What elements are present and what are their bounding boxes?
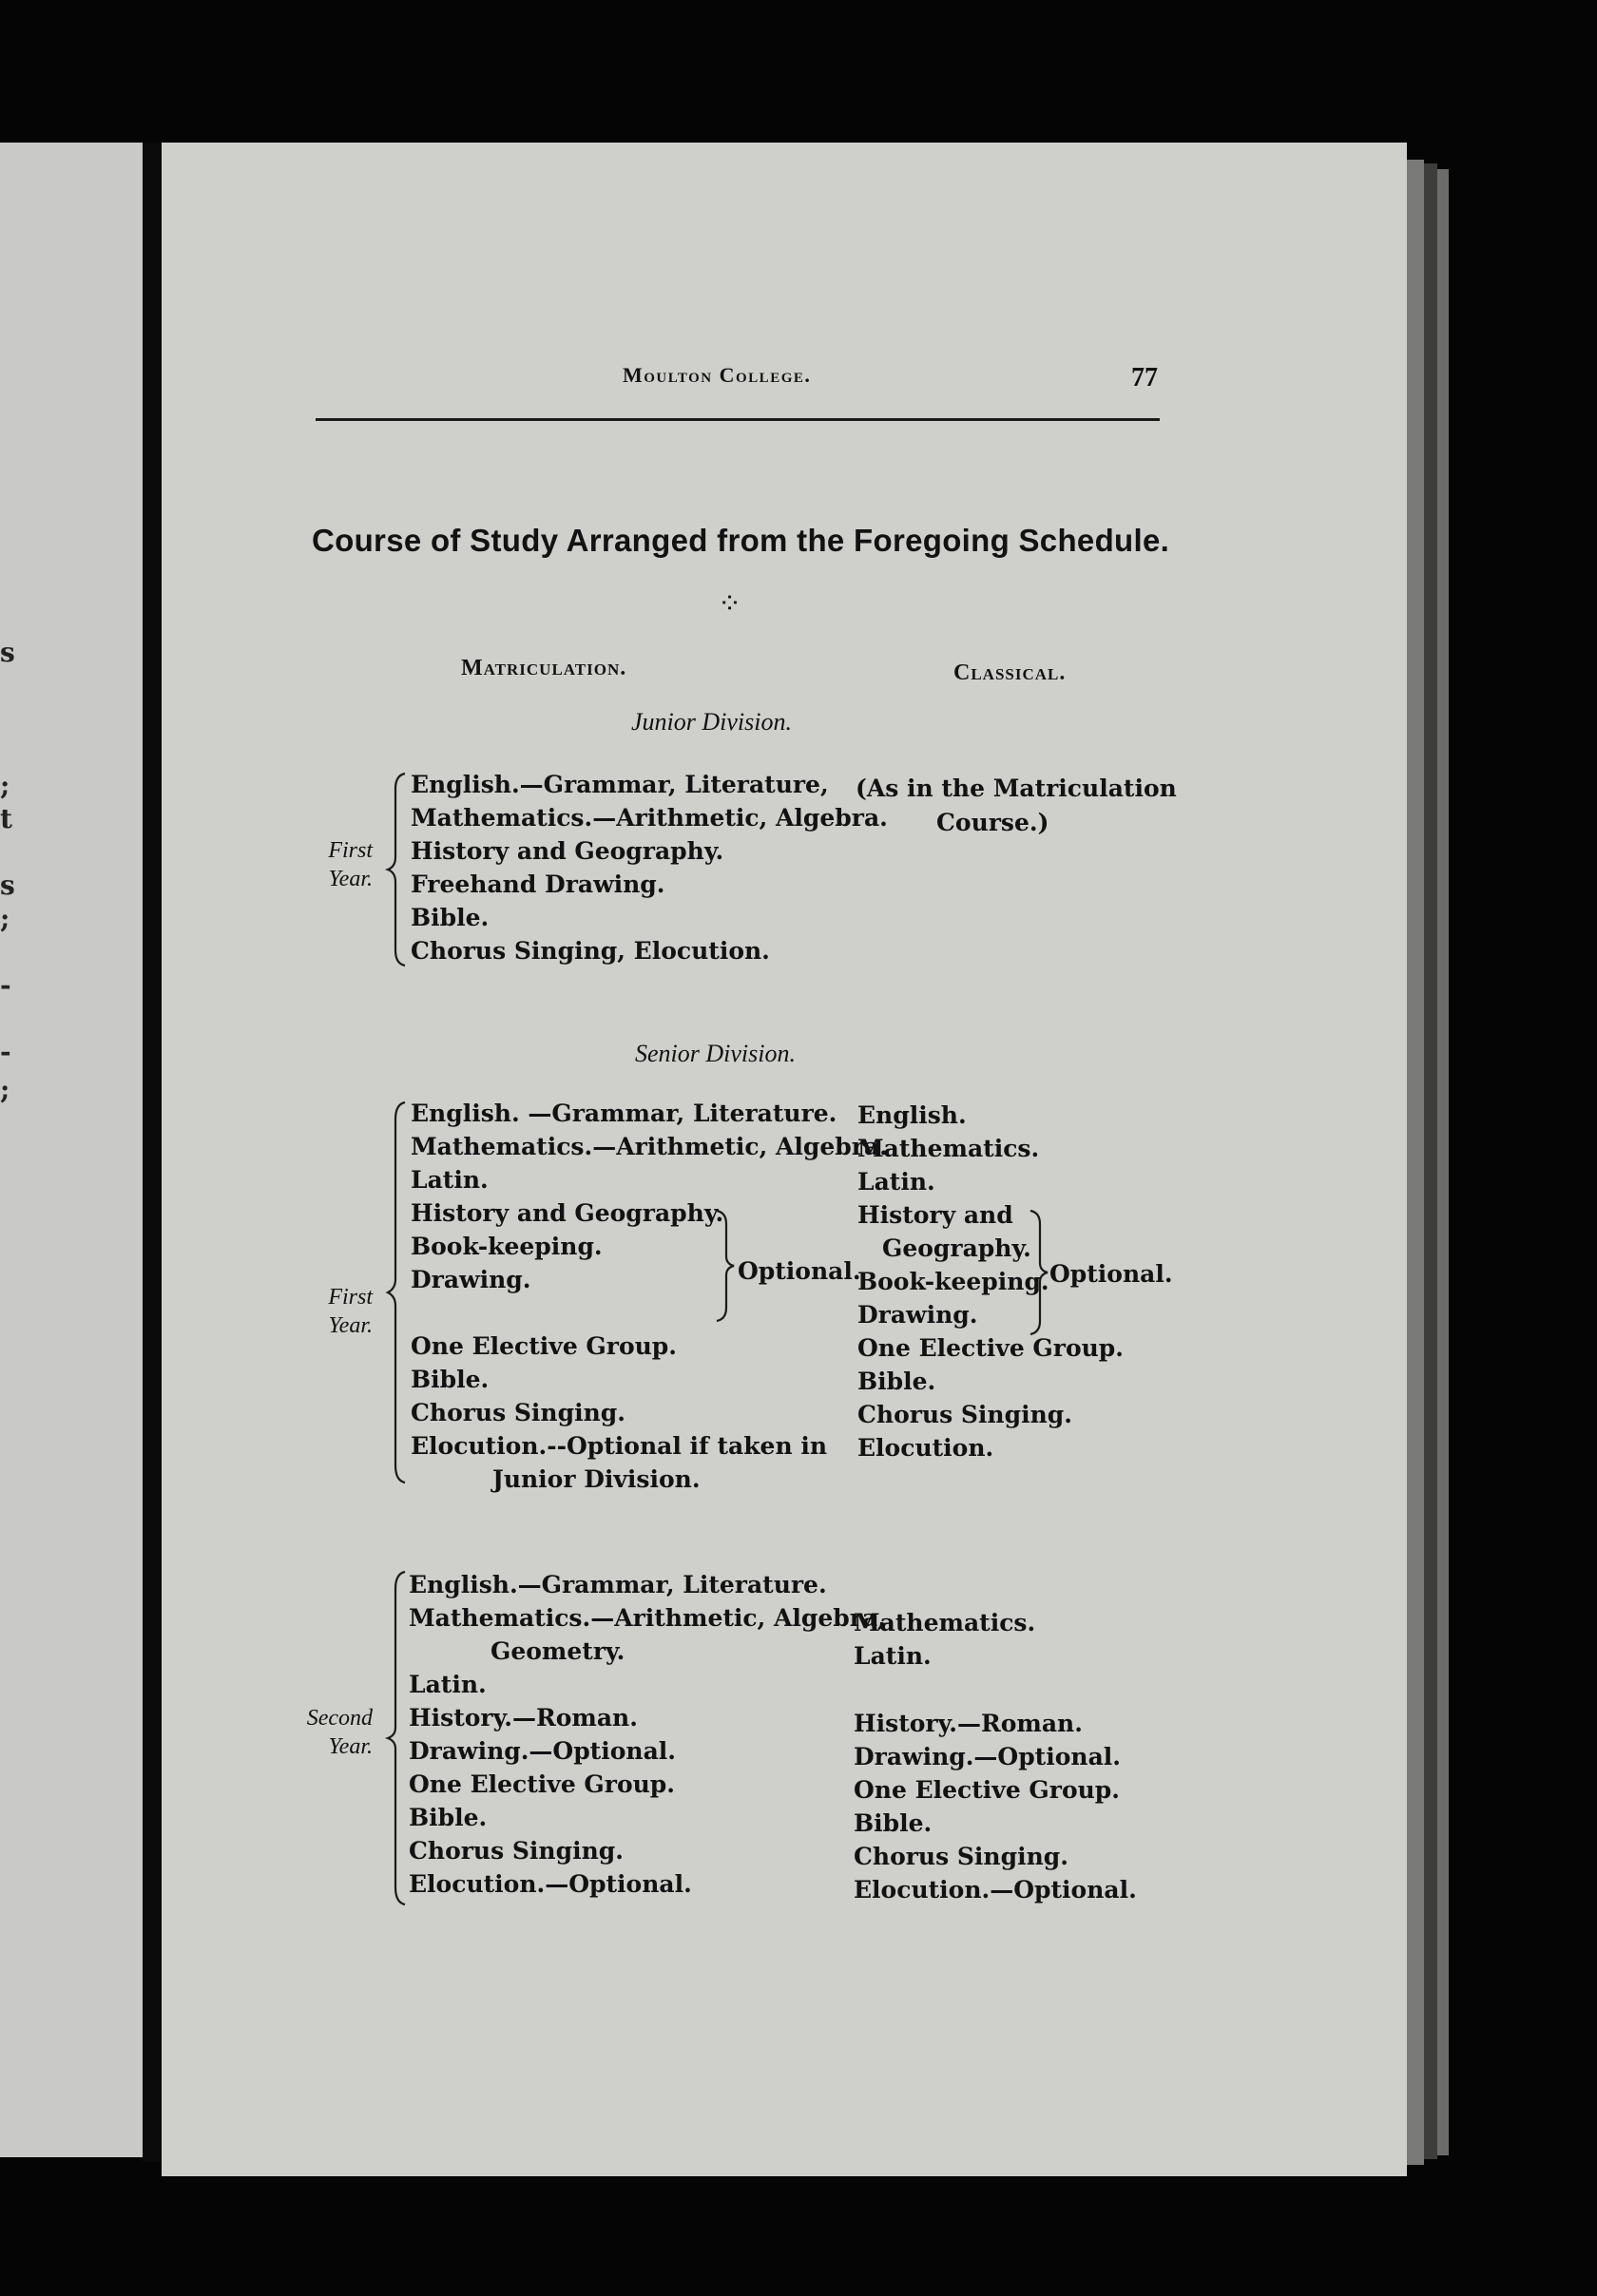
brace-icon [1029, 1209, 1051, 1336]
course-item: Latin. [411, 1166, 489, 1194]
year-label [314, 836, 373, 893]
column-heading-matriculation: Matriculation. [461, 656, 627, 680]
course-item: Elocution.—Optional. [409, 1870, 692, 1898]
page-edge [1437, 169, 1449, 2155]
course-item: Mathematics.—Arithmetic, Algebra, [409, 1604, 886, 1632]
course-item: Elocution. [857, 1434, 994, 1462]
senior-first-matriculation-list [411, 1097, 888, 1496]
course-item: Bible. [409, 1804, 488, 1831]
page-edge [1407, 160, 1424, 2165]
division-heading-junior: Junior Division. [631, 708, 792, 736]
course-item: History.—Roman. [854, 1710, 1083, 1737]
course-item: English.—Grammar, Literature. [409, 1571, 827, 1598]
course-item: Chorus Singing. [857, 1401, 1072, 1428]
column-heading-classical: Classical. [953, 660, 1067, 685]
margin-fragment: s [0, 637, 15, 668]
course-item: One Elective Group. [411, 1332, 677, 1360]
year-label-line: Year. [328, 867, 373, 891]
year-label-line: Year. [328, 1313, 373, 1338]
course-item: Freehand Drawing. [411, 871, 665, 898]
course-item: English.—Grammar, Literature, [411, 771, 829, 798]
course-item: Geography. [882, 1234, 1031, 1262]
course-item: Drawing. [411, 1266, 531, 1293]
junior-classical-note: Course.) [936, 809, 1049, 836]
course-item: Bible. [411, 904, 490, 931]
ornament: ⁘ [718, 587, 742, 621]
senior-second-classical-list-cont [854, 1707, 1137, 1906]
course-item: History and [857, 1201, 1013, 1229]
course-item: English. —Grammar, Literature. [411, 1100, 837, 1127]
junior-classical-note: (As in the Matriculation [856, 775, 1177, 802]
course-item: Latin. [857, 1168, 935, 1196]
brace-icon [384, 1100, 407, 1484]
year-label [314, 1283, 373, 1340]
left-facing-page [0, 143, 143, 2157]
course-item: Drawing.—Optional. [409, 1737, 676, 1765]
running-header: Moulton College. [623, 363, 812, 387]
margin-fragment: ; [0, 903, 10, 934]
margin-fragment: t [0, 803, 12, 834]
page-number: 77 [1131, 363, 1158, 392]
book-gutter [143, 143, 162, 2162]
brace-icon [715, 1209, 738, 1323]
course-item: History and Geography. [411, 1199, 724, 1227]
header-rule [316, 418, 1160, 421]
course-item: One Elective Group. [857, 1334, 1124, 1362]
year-label-line: Year. [328, 1734, 373, 1759]
course-item: Mathematics.—Arithmetic, Algebra. [411, 1133, 888, 1160]
course-item: Chorus Singing. [854, 1843, 1068, 1870]
course-item: Book-keeping. [411, 1233, 603, 1260]
senior-second-matriculation-list [409, 1568, 886, 1901]
course-item: History and Geography. [411, 837, 724, 865]
course-item: One Elective Group. [409, 1770, 675, 1798]
margin-fragment: - [0, 1036, 11, 1067]
spacer [411, 1296, 888, 1330]
course-item: History.—Roman. [409, 1704, 638, 1732]
course-item: Latin. [854, 1642, 932, 1670]
course-item: Mathematics. [857, 1135, 1040, 1162]
course-item: English. [857, 1101, 967, 1129]
course-item: Mathematics.—Arithmetic, Algebra. [411, 804, 888, 832]
course-item: Junior Division. [492, 1465, 701, 1493]
course-item: Drawing.—Optional. [854, 1743, 1121, 1770]
course-item: Latin. [409, 1671, 487, 1698]
brace-icon [384, 1570, 407, 1906]
optional-label: Optional. [1049, 1260, 1173, 1288]
junior-matriculation-list [411, 768, 888, 967]
course-item: Bible. [854, 1809, 933, 1837]
course-item: Mathematics. [854, 1609, 1036, 1636]
course-item: Bible. [411, 1366, 490, 1393]
senior-second-classical-list [854, 1606, 1035, 1673]
division-heading-senior: Senior Division. [635, 1040, 796, 1067]
year-label-line: First [328, 1285, 373, 1310]
course-item: Chorus Singing. [409, 1837, 624, 1865]
course-item: Bible. [857, 1368, 936, 1395]
course-item: Book-keeping. [857, 1268, 1049, 1295]
course-item: Chorus Singing, Elocution. [411, 937, 770, 965]
course-item: One Elective Group. [854, 1776, 1120, 1804]
optional-label: Optional. [738, 1257, 861, 1285]
year-label-line: First [328, 838, 373, 863]
main-title: Course of Study Arranged from the Foregoing Schedule. [312, 523, 1170, 558]
brace-icon [384, 772, 407, 967]
course-item: Drawing. [857, 1301, 978, 1329]
margin-fragment: ; [0, 770, 10, 801]
margin-fragment: s [0, 870, 15, 901]
margin-fragment: - [0, 969, 11, 1001]
year-label-line: Second [306, 1706, 373, 1731]
year-label [302, 1704, 373, 1761]
margin-fragment: ; [0, 1074, 10, 1105]
course-item: Geometry. [491, 1637, 625, 1665]
page-edge [1424, 163, 1437, 2159]
course-item: Elocution.--Optional if taken in [411, 1432, 828, 1460]
course-item: Chorus Singing. [411, 1399, 625, 1426]
course-item: Elocution.—Optional. [854, 1876, 1137, 1904]
